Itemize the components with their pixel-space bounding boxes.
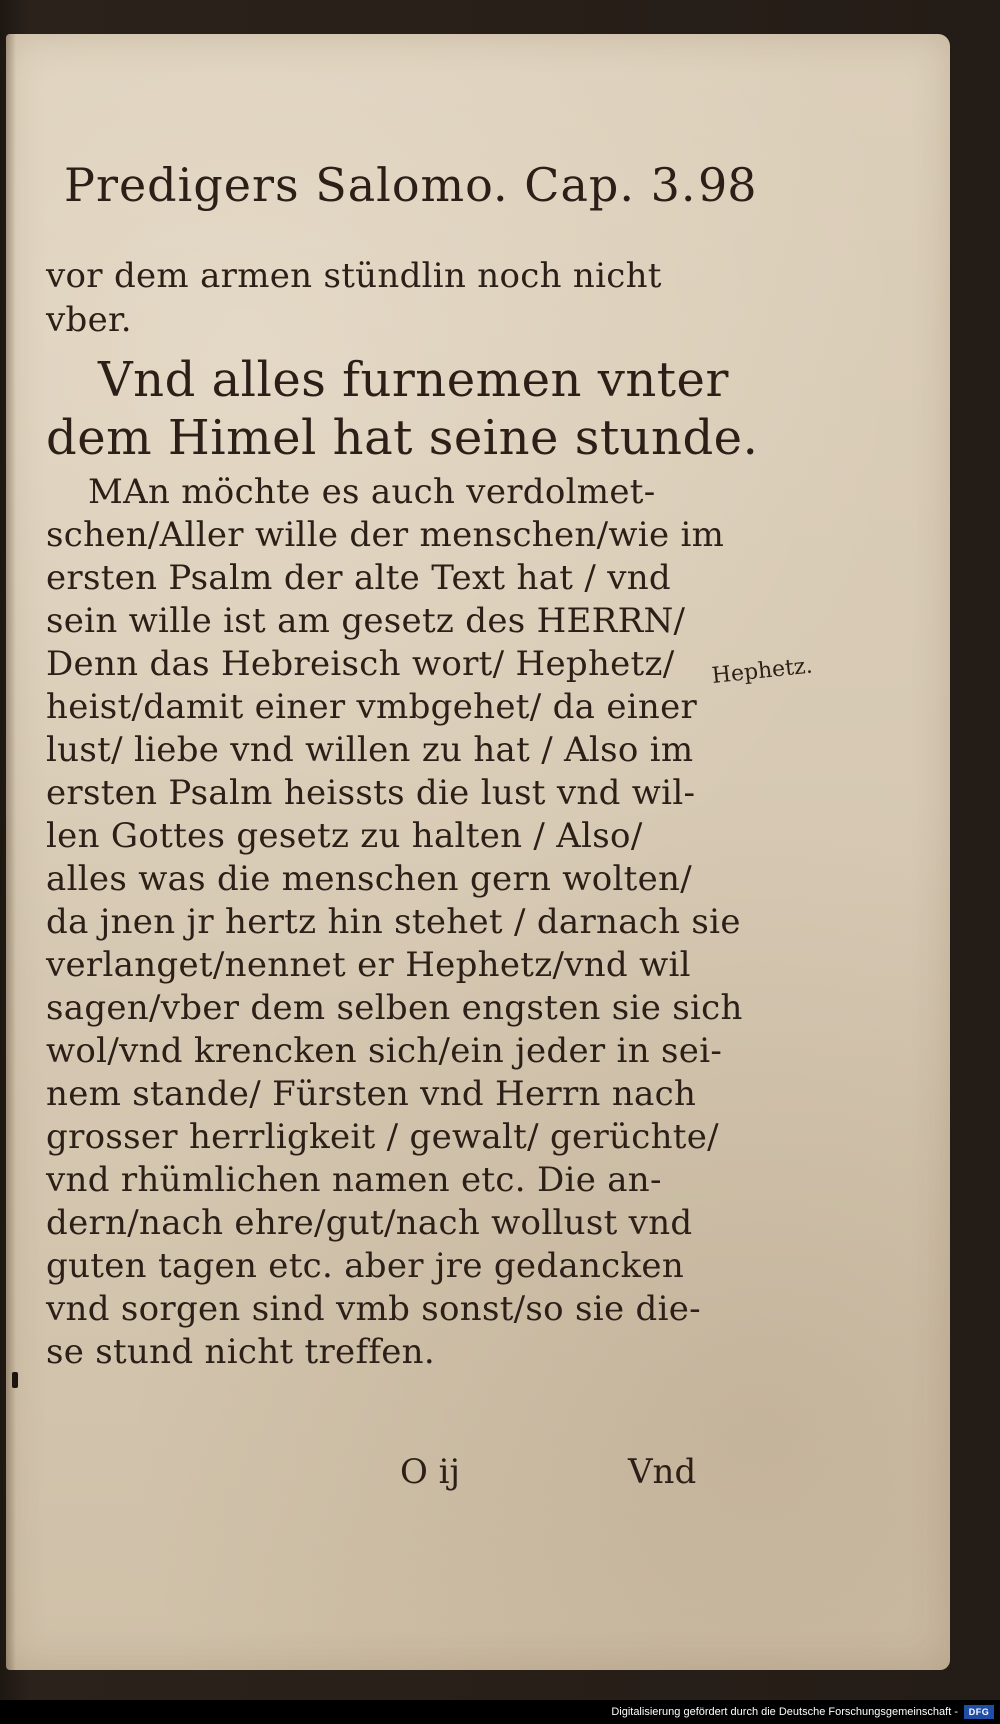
- section-heading-line: Vnd alles furnemen vnter: [98, 352, 729, 408]
- text-line: MAn möchte es auch verdolmet-: [88, 472, 656, 512]
- text-line: vber.: [46, 300, 132, 340]
- text-line: Denn das Hebreisch wort/ Hephetz/: [46, 644, 675, 684]
- section-heading-line: dem Himel hat seine stunde.: [46, 410, 759, 466]
- text-line: ersten Psalm heissts die lust vnd wil-: [46, 773, 696, 813]
- text-line: vor dem armen stündlin noch nicht: [46, 256, 662, 296]
- footer-credit: Digitalisierung gefördert durch die Deutsche Forschungsgemeinschaft -: [611, 1706, 958, 1718]
- text-line: nem stande/ Fürsten vnd Herrn nach: [46, 1074, 697, 1114]
- text-line: verlanget/nennet er Hephetz/vnd wil: [46, 945, 691, 985]
- text-line: se stund nicht treffen.: [46, 1332, 435, 1372]
- text-line: ersten Psalm der alte Text hat / vnd: [46, 558, 671, 598]
- text-line: lust/ liebe vnd willen zu hat / Also im: [46, 730, 694, 770]
- text-line: dern/nach ehre/gut/nach wollust vnd: [46, 1203, 693, 1243]
- ink-mark: [12, 1372, 18, 1388]
- text-line: vnd sorgen sind vmb sonst/so sie die-: [46, 1289, 701, 1329]
- text-line: len Gottes gesetz zu halten / Also/: [46, 816, 643, 856]
- text-line: alles was die menschen gern wolten/: [46, 859, 692, 899]
- dfg-logo: DFG: [964, 1705, 994, 1719]
- running-head: Predigers Salomo. Cap. 3.: [64, 158, 697, 212]
- text-line: da jnen jr hertz hin stehet / darnach sie: [46, 902, 741, 942]
- catchword: Vnd: [628, 1452, 697, 1492]
- text-line: guten tagen etc. aber jre gedancken: [46, 1246, 685, 1286]
- text-line: grosser herrligkeit / gewalt/ gerüchte/: [46, 1117, 719, 1157]
- footer-bar: [0, 1700, 1000, 1724]
- signature-mark: O ij: [400, 1452, 461, 1492]
- book-page: [6, 34, 950, 1670]
- text-line: sein wille ist am gesetz des HERRN/: [46, 601, 686, 641]
- text-line: schen/Aller wille der menschen/wie im: [46, 515, 725, 555]
- text-line: heist/damit einer vmbgehet/ da einer: [46, 687, 698, 727]
- text-line: wol/vnd krencken sich/ein jeder in sei-: [46, 1031, 723, 1071]
- margin-note: Hephetz.: [710, 653, 814, 689]
- text-line: sagen/vber dem selben engsten sie sich: [46, 988, 743, 1028]
- folio-number: 98: [698, 158, 757, 212]
- text-line: vnd rhümlichen namen etc. Die an-: [46, 1160, 662, 1200]
- page-text-block: [6, 34, 950, 1670]
